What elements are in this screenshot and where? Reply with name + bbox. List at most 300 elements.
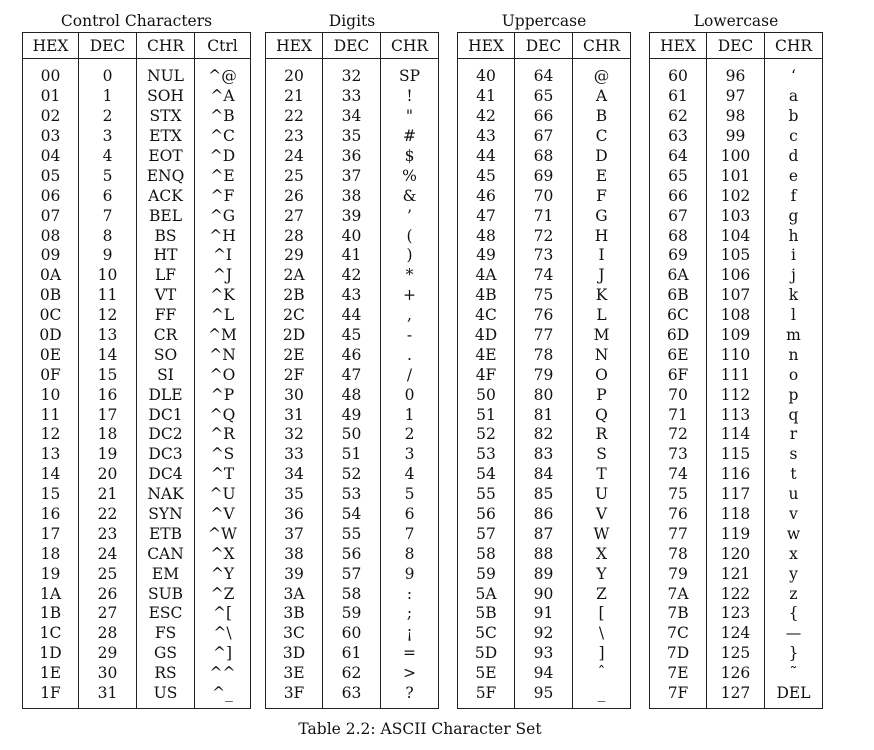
cell-dec: 59 <box>323 604 381 624</box>
cell-chr: x <box>765 544 823 564</box>
cell-chr: STX <box>137 107 195 127</box>
table-row <box>266 345 439 365</box>
cell-dec: 61 <box>323 644 381 664</box>
column-header-dec: DEC <box>515 33 573 59</box>
cell-hex: 4F <box>475 365 497 384</box>
cell-dec: 64 <box>515 59 573 87</box>
cell-chr: w <box>765 524 823 544</box>
cell-hex: 57 <box>476 524 496 543</box>
cell-chr: - <box>381 326 439 346</box>
cell-dec: 118 <box>707 505 765 525</box>
cell-dec: 23 <box>79 524 137 544</box>
cell-hex: 5F <box>475 684 497 703</box>
cell-chr: N <box>573 345 631 365</box>
cell-ctrl: ^B <box>195 107 251 127</box>
cell-chr: ACK <box>137 186 195 206</box>
cell-ctrl: ^J <box>195 266 251 286</box>
table-row <box>650 246 823 266</box>
table-row <box>23 524 251 544</box>
cell-chr: B <box>573 107 631 127</box>
table-row <box>266 564 439 584</box>
column-header-hex: HEX <box>266 33 323 59</box>
table-row <box>23 385 251 405</box>
cell-chr: X <box>573 544 631 564</box>
table-row <box>650 385 823 405</box>
cell-dec: 111 <box>707 365 765 385</box>
cell-dec: 108 <box>707 306 765 326</box>
table-row <box>458 87 631 107</box>
cell-chr: W <box>573 524 631 544</box>
table-row <box>266 266 439 286</box>
cell-chr: 5 <box>381 485 439 505</box>
cell-hex: 48 <box>476 226 496 245</box>
table-row <box>23 644 251 664</box>
cell-dec: 66 <box>515 107 573 127</box>
cell-dec: 113 <box>707 405 765 425</box>
cell-dec: 3 <box>79 127 137 147</box>
cell-dec: 116 <box>707 465 765 485</box>
cell-dec: 24 <box>79 544 137 564</box>
table-row <box>23 604 251 624</box>
cell-dec: 35 <box>323 127 381 147</box>
cell-dec: 67 <box>515 127 573 147</box>
cell-dec: 75 <box>515 286 573 306</box>
cell-chr: U <box>573 485 631 505</box>
cell-dec: 26 <box>79 584 137 604</box>
cell-hex: 58 <box>476 544 496 563</box>
cell-chr: 1 <box>381 405 439 425</box>
table-row <box>650 485 823 505</box>
cell-dec: 19 <box>79 445 137 465</box>
cell-hex: 19 <box>40 564 61 583</box>
cell-dec: 46 <box>323 345 381 365</box>
cell-hex: 2F <box>283 365 305 384</box>
cell-chr: y <box>765 564 823 584</box>
table-row <box>266 186 439 206</box>
cell-hex: 51 <box>476 405 496 424</box>
table-row <box>650 127 823 147</box>
table-row <box>458 664 631 684</box>
cell-dec: 82 <box>515 425 573 445</box>
cell-hex: 05 <box>40 166 61 185</box>
table-row <box>266 505 439 525</box>
cell-dec: 71 <box>515 206 573 226</box>
cell-hex: 1F <box>40 684 61 703</box>
table-row <box>650 326 823 346</box>
cell-chr: C <box>573 127 631 147</box>
table-row <box>650 59 823 87</box>
table-row <box>650 604 823 624</box>
cell-hex: 54 <box>476 465 496 484</box>
table-row <box>23 664 251 684</box>
cell-chr: m <box>765 326 823 346</box>
cell-hex: 60 <box>668 67 688 86</box>
cell-chr: BEL <box>137 206 195 226</box>
cell-ctrl: ^G <box>195 206 251 226</box>
ascii-table-control <box>22 32 251 709</box>
cell-dec: 4 <box>79 147 137 167</box>
cell-dec: 10 <box>79 266 137 286</box>
cell-chr: q <box>765 405 823 425</box>
cell-dec: 49 <box>323 405 381 425</box>
table-row <box>23 624 251 644</box>
cell-chr: 3 <box>381 445 439 465</box>
cell-hex: 46 <box>476 186 496 205</box>
cell-dec: 30 <box>79 664 137 684</box>
cell-dec: 81 <box>515 405 573 425</box>
cell-hex: 01 <box>40 87 61 106</box>
cell-dec: 100 <box>707 147 765 167</box>
table-row <box>458 306 631 326</box>
cell-chr: t <box>765 465 823 485</box>
cell-dec: 94 <box>515 664 573 684</box>
cell-hex: 25 <box>284 166 304 185</box>
cell-hex: 74 <box>668 465 688 484</box>
cell-dec: 36 <box>323 147 381 167</box>
table-row <box>458 445 631 465</box>
cell-chr: j <box>765 266 823 286</box>
cell-hex: 29 <box>284 246 304 265</box>
table-row <box>458 485 631 505</box>
cell-dec: 51 <box>323 445 381 465</box>
cell-dec: 90 <box>515 584 573 604</box>
cell-hex: 44 <box>476 147 496 165</box>
table-row <box>266 107 439 127</box>
cell-dec: 17 <box>79 405 137 425</box>
cell-dec: 69 <box>515 166 573 186</box>
table-row <box>458 286 631 306</box>
cell-chr: SI <box>137 365 195 385</box>
cell-dec: 58 <box>323 584 381 604</box>
cell-dec: 106 <box>707 266 765 286</box>
table-row <box>266 127 439 147</box>
table-row <box>23 564 251 584</box>
cell-hex: 0C <box>39 306 62 325</box>
cell-chr: ‘ <box>765 59 823 87</box>
cell-hex: 3B <box>283 604 305 623</box>
cell-dec: 123 <box>707 604 765 624</box>
cell-chr: + <box>381 286 439 306</box>
table-row <box>23 425 251 445</box>
cell-hex: 43 <box>476 127 496 146</box>
cell-dec: 21 <box>79 485 137 505</box>
cell-chr: DC1 <box>137 405 195 425</box>
cell-hex: 1E <box>39 664 62 683</box>
cell-chr: _ <box>573 684 631 708</box>
cell-chr: SP <box>381 59 439 87</box>
cell-dec: 98 <box>707 107 765 127</box>
cell-chr: VT <box>137 286 195 306</box>
cell-dec: 120 <box>707 544 765 564</box>
cell-hex: 77 <box>668 524 688 543</box>
cell-dec: 126 <box>707 664 765 684</box>
cell-hex: 50 <box>476 385 496 404</box>
cell-ctrl: ^O <box>195 365 251 385</box>
header-row <box>458 33 631 59</box>
cell-chr: FF <box>137 306 195 326</box>
cell-chr: l <box>765 306 823 326</box>
cell-dec: 96 <box>707 59 765 87</box>
table-row <box>266 385 439 405</box>
cell-dec: 107 <box>707 286 765 306</box>
table-row <box>266 425 439 445</box>
table-row <box>650 505 823 525</box>
cell-dec: 45 <box>323 326 381 346</box>
table-row <box>650 644 823 664</box>
cell-ctrl: ^_ <box>195 684 251 708</box>
cell-dec: 56 <box>323 544 381 564</box>
cell-chr: e <box>765 166 823 186</box>
cell-chr: s <box>765 445 823 465</box>
cell-chr: D <box>573 147 631 167</box>
cell-dec: 50 <box>323 425 381 445</box>
ascii-table-uppercase <box>457 32 631 709</box>
ascii-table-lowercase <box>649 32 823 709</box>
cell-hex: 12 <box>40 425 61 444</box>
cell-chr: ETX <box>137 127 195 147</box>
cell-chr: HT <box>137 246 195 266</box>
cell-chr: 8 <box>381 544 439 564</box>
cell-hex: 7E <box>667 664 689 683</box>
table-row <box>23 365 251 385</box>
cell-ctrl: ^U <box>195 485 251 505</box>
cell-chr: J <box>573 266 631 286</box>
cell-hex: 0B <box>39 286 62 305</box>
cell-hex: 4A <box>475 266 497 285</box>
cell-ctrl: ^R <box>195 425 251 445</box>
cell-hex: 3F <box>283 684 305 703</box>
table-row <box>458 684 631 708</box>
cell-dec: 40 <box>323 226 381 246</box>
cell-dec: 101 <box>707 166 765 186</box>
cell-dec: 114 <box>707 425 765 445</box>
cell-chr: @ <box>573 59 631 87</box>
table-row <box>458 544 631 564</box>
cell-hex: 4B <box>475 286 497 305</box>
table-row <box>650 564 823 584</box>
table-row <box>650 226 823 246</box>
cell-chr: b <box>765 107 823 127</box>
table-row <box>650 87 823 107</box>
cell-hex: 63 <box>668 127 688 146</box>
cell-chr: & <box>381 186 439 206</box>
table-row <box>458 206 631 226</box>
cell-dec: 12 <box>79 306 137 326</box>
cell-dec: 52 <box>323 465 381 485</box>
table-row <box>266 87 439 107</box>
cell-dec: 127 <box>707 684 765 708</box>
cell-chr: d <box>765 147 823 167</box>
cell-dec: 8 <box>79 226 137 246</box>
cell-hex: 59 <box>476 564 496 583</box>
table-row <box>23 266 251 286</box>
cell-hex: 13 <box>40 445 61 464</box>
cell-chr: 6 <box>381 505 439 525</box>
cell-chr: h <box>765 226 823 246</box>
block-title-uppercase: Uppercase <box>501 12 587 30</box>
cell-dec: 13 <box>79 326 137 346</box>
table-row <box>458 107 631 127</box>
cell-chr: [ <box>573 604 631 624</box>
cell-chr: CR <box>137 326 195 346</box>
cell-hex: 4D <box>474 326 498 345</box>
cell-hex: 2E <box>283 345 305 364</box>
cell-chr: \ <box>573 624 631 644</box>
cell-dec: 74 <box>515 266 573 286</box>
table-row <box>458 524 631 544</box>
cell-hex: 3A <box>283 584 305 603</box>
cell-hex: 3C <box>283 624 305 643</box>
cell-chr: , <box>381 306 439 326</box>
cell-chr: $ <box>381 147 439 167</box>
cell-hex: 3D <box>282 644 306 663</box>
cell-dec: 29 <box>79 644 137 664</box>
cell-hex: 5A <box>475 584 497 603</box>
cell-hex: 6D <box>666 326 690 345</box>
cell-chr: # <box>381 127 439 147</box>
table-row <box>650 186 823 206</box>
cell-dec: 53 <box>323 485 381 505</box>
table-row <box>23 107 251 127</box>
cell-dec: 11 <box>79 286 137 306</box>
cell-dec: 34 <box>323 107 381 127</box>
cell-hex: 14 <box>40 465 61 484</box>
column-header-ctrl: Ctrl <box>195 33 251 59</box>
cell-dec: 70 <box>515 186 573 206</box>
table-row <box>266 544 439 564</box>
cell-hex: 6B <box>667 286 689 305</box>
cell-hex: 34 <box>284 465 304 484</box>
cell-hex: 32 <box>284 425 304 444</box>
table-row <box>266 684 439 708</box>
cell-hex: 04 <box>40 147 61 165</box>
cell-dec: 80 <box>515 385 573 405</box>
cell-chr: G <box>573 206 631 226</box>
cell-dec: 44 <box>323 306 381 326</box>
cell-chr: ˆ <box>573 664 631 684</box>
cell-hex: 56 <box>476 505 496 524</box>
cell-dec: 112 <box>707 385 765 405</box>
cell-chr: > <box>381 664 439 684</box>
cell-hex: 0D <box>39 326 62 345</box>
cell-chr: E <box>573 166 631 186</box>
cell-chr: 9 <box>381 564 439 584</box>
cell-dec: 91 <box>515 604 573 624</box>
table-row <box>23 286 251 306</box>
cell-ctrl: ^\ <box>195 624 251 644</box>
cell-dec: 77 <box>515 326 573 346</box>
cell-ctrl: ^D <box>195 147 251 167</box>
cell-ctrl: ^M <box>195 326 251 346</box>
cell-chr: T <box>573 465 631 485</box>
cell-chr: ! <box>381 87 439 107</box>
cell-chr: DLE <box>137 385 195 405</box>
cell-hex: 33 <box>284 445 304 464</box>
cell-ctrl: ^P <box>195 385 251 405</box>
cell-chr: 7 <box>381 524 439 544</box>
table-row <box>23 405 251 425</box>
cell-hex: 73 <box>668 445 688 464</box>
cell-dec: 18 <box>79 425 137 445</box>
table-row <box>23 306 251 326</box>
cell-chr: F <box>573 186 631 206</box>
cell-hex: 2C <box>283 306 305 325</box>
cell-chr: / <box>381 365 439 385</box>
cell-dec: 42 <box>323 266 381 286</box>
cell-dec: 105 <box>707 246 765 266</box>
cell-hex: 38 <box>284 544 304 563</box>
cell-chr: SOH <box>137 87 195 107</box>
table-row <box>650 584 823 604</box>
cell-hex: 6E <box>667 345 689 364</box>
cell-chr: DC3 <box>137 445 195 465</box>
cell-hex: 5C <box>475 624 497 643</box>
cell-dec: 60 <box>323 624 381 644</box>
cell-chr: Q <box>573 405 631 425</box>
cell-hex: 7B <box>667 604 689 623</box>
table-row <box>458 246 631 266</box>
cell-hex: 71 <box>668 405 688 424</box>
table-row <box>23 206 251 226</box>
table-row <box>23 166 251 186</box>
cell-dec: 93 <box>515 644 573 664</box>
cell-dec: 109 <box>707 326 765 346</box>
cell-dec: 15 <box>79 365 137 385</box>
cell-chr: P <box>573 385 631 405</box>
cell-chr: ˜ <box>765 664 823 684</box>
cell-hex: 40 <box>476 67 496 86</box>
table-row <box>266 664 439 684</box>
cell-chr: ) <box>381 246 439 266</box>
cell-chr: 2 <box>381 425 439 445</box>
cell-hex: 5B <box>475 604 497 623</box>
table-row <box>458 505 631 525</box>
column-header-hex: HEX <box>650 33 707 59</box>
cell-chr: BS <box>137 226 195 246</box>
cell-dec: 99 <box>707 127 765 147</box>
table-row <box>23 226 251 246</box>
cell-hex: 1A <box>39 584 62 603</box>
cell-chr: r <box>765 425 823 445</box>
cell-ctrl: ^[ <box>195 604 251 624</box>
cell-chr: V <box>573 505 631 525</box>
cell-chr: ] <box>573 644 631 664</box>
table-row <box>266 246 439 266</box>
cell-dec: 117 <box>707 485 765 505</box>
cell-dec: 9 <box>79 246 137 266</box>
table-caption: Table 2.2: ASCII Character Set <box>298 720 542 738</box>
cell-hex: 4C <box>475 306 497 325</box>
cell-ctrl: ^K <box>195 286 251 306</box>
cell-chr: ’ <box>381 206 439 226</box>
cell-ctrl: ^W <box>195 524 251 544</box>
block-title-control: Control Characters <box>60 12 213 30</box>
block-title-lowercase: Lowercase <box>693 12 779 30</box>
header-row <box>23 33 251 59</box>
cell-hex: 75 <box>668 485 688 504</box>
cell-dec: 28 <box>79 624 137 644</box>
cell-ctrl: ^A <box>195 87 251 107</box>
table-row <box>650 147 823 167</box>
cell-dec: 47 <box>323 365 381 385</box>
cell-chr: p <box>765 385 823 405</box>
table-row <box>650 684 823 708</box>
table-row <box>23 465 251 485</box>
cell-dec: 92 <box>515 624 573 644</box>
cell-hex: 18 <box>40 544 61 563</box>
cell-chr: : <box>381 584 439 604</box>
cell-hex: 0A <box>39 266 62 285</box>
